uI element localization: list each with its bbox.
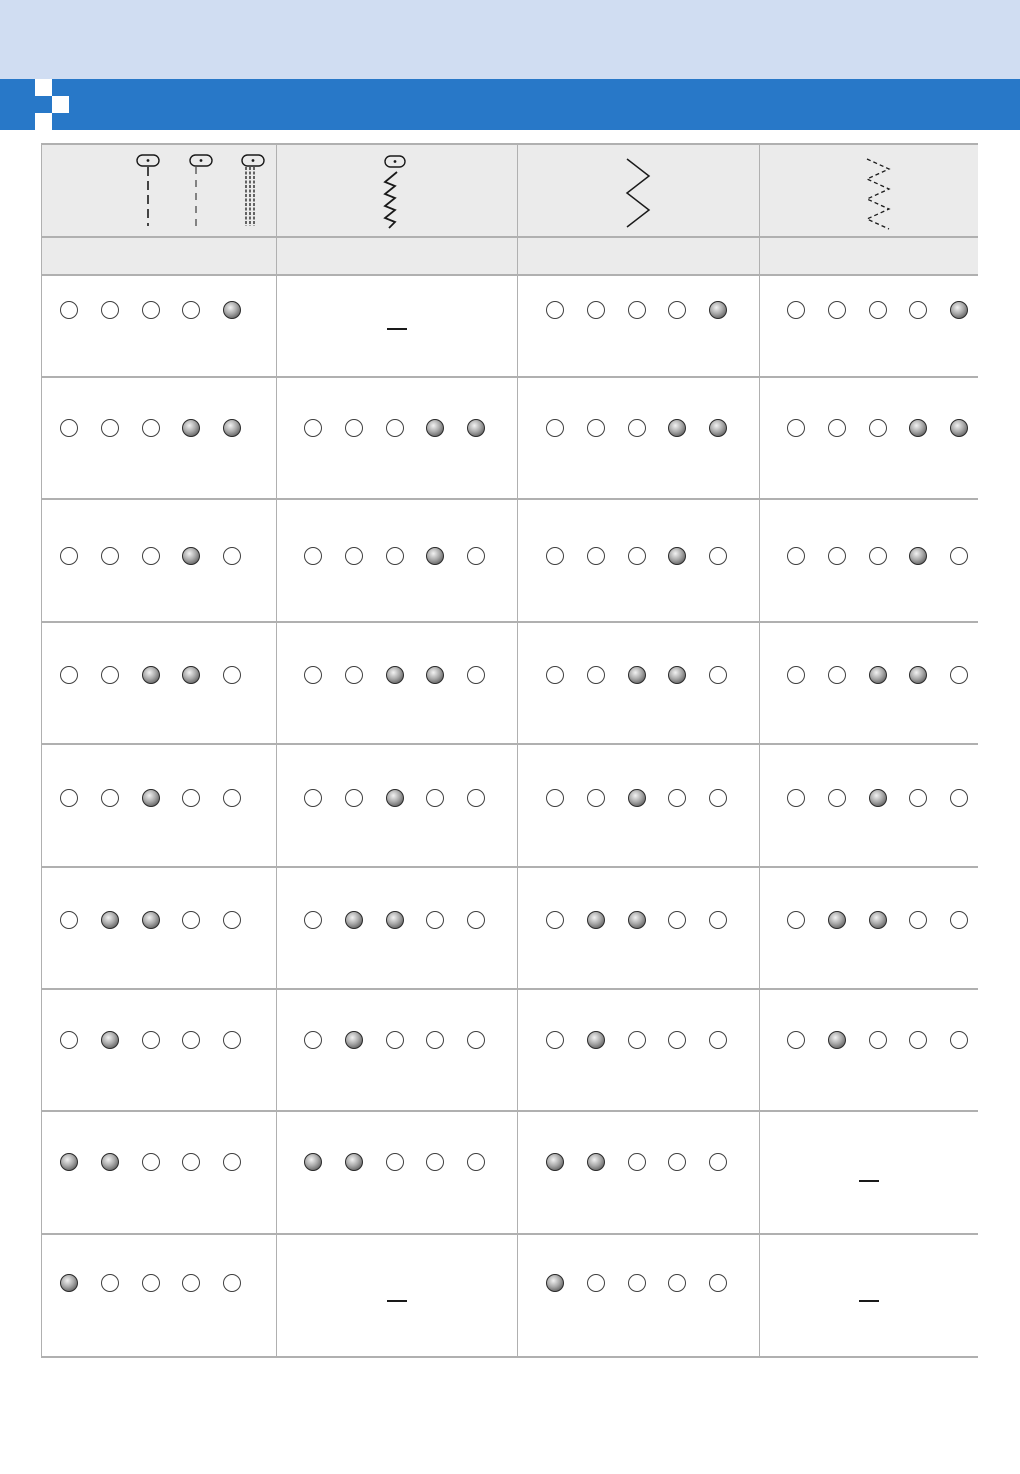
- led-indicator-group: [546, 666, 731, 686]
- led-lit-icon: [60, 1153, 78, 1171]
- led-indicator-group: [304, 911, 489, 931]
- led-off-icon: [467, 666, 485, 684]
- led-indicator-group: [787, 1031, 972, 1051]
- table-column-divider: [759, 144, 760, 1357]
- led-off-icon: [142, 1153, 160, 1171]
- led-indicator-group: [60, 301, 245, 321]
- led-off-icon: [60, 666, 78, 684]
- table-row-divider: [41, 1110, 978, 1112]
- led-off-icon: [223, 789, 241, 807]
- led-lit-icon: [709, 301, 727, 319]
- table-row-divider: [41, 498, 978, 500]
- led-off-icon: [546, 911, 564, 929]
- led-off-icon: [467, 1031, 485, 1049]
- led-off-icon: [182, 301, 200, 319]
- led-lit-icon: [101, 1153, 119, 1171]
- led-off-icon: [709, 1153, 727, 1171]
- led-off-icon: [787, 666, 805, 684]
- led-indicator-group: [60, 1274, 245, 1294]
- led-lit-icon: [587, 1153, 605, 1171]
- led-off-icon: [628, 1153, 646, 1171]
- led-indicator-group: [787, 419, 972, 439]
- led-off-icon: [587, 666, 605, 684]
- led-off-icon: [60, 547, 78, 565]
- led-off-icon: [668, 1274, 686, 1292]
- led-off-icon: [628, 419, 646, 437]
- led-lit-icon: [587, 911, 605, 929]
- led-off-icon: [546, 419, 564, 437]
- led-off-icon: [828, 789, 846, 807]
- led-lit-icon: [668, 419, 686, 437]
- zigzag-stitch-icon: [620, 156, 656, 230]
- dashed-zigzag-stitch-icon: [860, 156, 896, 230]
- led-off-icon: [60, 1031, 78, 1049]
- led-off-icon: [587, 547, 605, 565]
- led-lit-icon: [587, 1031, 605, 1049]
- led-lit-icon: [142, 789, 160, 807]
- led-off-icon: [60, 911, 78, 929]
- led-lit-icon: [223, 419, 241, 437]
- led-off-icon: [787, 419, 805, 437]
- straight-stitch-symbols-icon: [130, 150, 270, 232]
- led-lit-icon: [467, 419, 485, 437]
- led-lit-icon: [182, 419, 200, 437]
- led-lit-icon: [546, 1153, 564, 1171]
- led-indicator-group: [546, 789, 731, 809]
- led-off-icon: [909, 911, 927, 929]
- table-row-divider: [41, 274, 978, 276]
- led-off-icon: [304, 1031, 322, 1049]
- led-lit-icon: [869, 666, 887, 684]
- led-indicator-group: [60, 911, 245, 931]
- led-off-icon: [869, 547, 887, 565]
- led-indicator-group: [546, 1153, 731, 1173]
- led-off-icon: [182, 1031, 200, 1049]
- led-off-icon: [386, 1153, 404, 1171]
- led-indicator-group: [60, 419, 245, 439]
- led-indicator-group: [787, 911, 972, 931]
- led-off-icon: [950, 789, 968, 807]
- led-off-icon: [909, 301, 927, 319]
- led-off-icon: [546, 666, 564, 684]
- led-off-icon: [828, 419, 846, 437]
- led-indicator-group: [546, 547, 731, 567]
- led-indicator-group: [304, 419, 489, 439]
- led-off-icon: [628, 301, 646, 319]
- led-indicator-group: [546, 419, 731, 439]
- led-off-icon: [587, 301, 605, 319]
- led-off-icon: [869, 1031, 887, 1049]
- led-off-icon: [828, 547, 846, 565]
- led-off-icon: [467, 1153, 485, 1171]
- led-off-icon: [828, 301, 846, 319]
- led-indicator-group: [546, 301, 731, 321]
- led-lit-icon: [182, 666, 200, 684]
- led-off-icon: [628, 1031, 646, 1049]
- led-off-icon: [709, 789, 727, 807]
- led-off-icon: [304, 666, 322, 684]
- led-off-icon: [668, 1031, 686, 1049]
- led-lit-icon: [345, 911, 363, 929]
- led-off-icon: [787, 789, 805, 807]
- led-off-icon: [182, 1153, 200, 1171]
- led-off-icon: [223, 1274, 241, 1292]
- led-lit-icon: [386, 666, 404, 684]
- led-lit-icon: [142, 666, 160, 684]
- led-lit-icon: [223, 301, 241, 319]
- table-column-divider: [41, 144, 42, 1357]
- led-off-icon: [587, 789, 605, 807]
- led-lit-icon: [869, 789, 887, 807]
- led-off-icon: [182, 911, 200, 929]
- led-lit-icon: [546, 1274, 564, 1292]
- led-off-icon: [709, 547, 727, 565]
- led-indicator-group: [60, 547, 245, 567]
- led-indicator-group: [60, 1031, 245, 1051]
- not-available-dash: [387, 328, 407, 330]
- led-off-icon: [787, 1031, 805, 1049]
- led-off-icon: [869, 419, 887, 437]
- led-off-icon: [709, 666, 727, 684]
- led-lit-icon: [60, 1274, 78, 1292]
- led-indicator-group: [304, 666, 489, 686]
- led-off-icon: [546, 301, 564, 319]
- led-off-icon: [60, 301, 78, 319]
- led-off-icon: [828, 666, 846, 684]
- led-off-icon: [587, 419, 605, 437]
- led-off-icon: [223, 911, 241, 929]
- led-indicator-group: [787, 666, 972, 686]
- not-available-dash: [859, 1180, 879, 1182]
- led-indicator-group: [304, 547, 489, 567]
- led-off-icon: [101, 1274, 119, 1292]
- led-lit-icon: [628, 911, 646, 929]
- led-lit-icon: [828, 911, 846, 929]
- led-lit-icon: [386, 789, 404, 807]
- led-off-icon: [787, 301, 805, 319]
- led-off-icon: [142, 1274, 160, 1292]
- led-indicator-group: [787, 789, 972, 809]
- led-off-icon: [304, 911, 322, 929]
- led-lit-icon: [668, 666, 686, 684]
- led-off-icon: [668, 911, 686, 929]
- led-off-icon: [182, 1274, 200, 1292]
- led-off-icon: [467, 789, 485, 807]
- led-off-icon: [628, 547, 646, 565]
- led-indicator-group: [304, 1031, 489, 1051]
- led-lit-icon: [426, 547, 444, 565]
- led-lit-icon: [628, 789, 646, 807]
- led-lit-icon: [709, 419, 727, 437]
- led-off-icon: [546, 789, 564, 807]
- led-off-icon: [950, 666, 968, 684]
- led-lit-icon: [142, 911, 160, 929]
- led-off-icon: [345, 666, 363, 684]
- led-off-icon: [304, 547, 322, 565]
- led-off-icon: [304, 419, 322, 437]
- led-off-icon: [668, 1153, 686, 1171]
- table-row-divider: [41, 866, 978, 868]
- led-lit-icon: [828, 1031, 846, 1049]
- led-off-icon: [950, 1031, 968, 1049]
- led-off-icon: [101, 789, 119, 807]
- led-lit-icon: [950, 301, 968, 319]
- led-off-icon: [426, 789, 444, 807]
- led-off-icon: [142, 547, 160, 565]
- led-off-icon: [142, 1031, 160, 1049]
- table-row-divider: [41, 236, 978, 238]
- table-row-divider: [41, 143, 978, 145]
- led-off-icon: [101, 547, 119, 565]
- led-off-icon: [101, 301, 119, 319]
- led-off-icon: [60, 419, 78, 437]
- led-indicator-group: [304, 1153, 489, 1173]
- led-indicator-group: [60, 666, 245, 686]
- led-lit-icon: [101, 911, 119, 929]
- led-off-icon: [668, 789, 686, 807]
- led-off-icon: [587, 1274, 605, 1292]
- led-off-icon: [386, 419, 404, 437]
- led-off-icon: [950, 911, 968, 929]
- led-off-icon: [426, 1031, 444, 1049]
- led-off-icon: [668, 301, 686, 319]
- table-row-divider: [41, 743, 978, 745]
- led-lit-icon: [869, 911, 887, 929]
- led-off-icon: [709, 911, 727, 929]
- led-off-icon: [345, 547, 363, 565]
- led-lit-icon: [345, 1153, 363, 1171]
- led-off-icon: [223, 1153, 241, 1171]
- led-off-icon: [787, 547, 805, 565]
- led-indicator-group: [546, 1274, 731, 1294]
- led-lit-icon: [182, 547, 200, 565]
- led-off-icon: [142, 301, 160, 319]
- led-off-icon: [909, 1031, 927, 1049]
- led-off-icon: [223, 547, 241, 565]
- not-available-dash: [859, 1300, 879, 1302]
- led-indicator-group: [546, 911, 731, 931]
- table-row-divider: [41, 1233, 978, 1235]
- led-off-icon: [182, 789, 200, 807]
- led-lit-icon: [628, 666, 646, 684]
- led-off-icon: [386, 1031, 404, 1049]
- table-column-divider: [276, 144, 277, 1357]
- led-off-icon: [950, 547, 968, 565]
- led-off-icon: [628, 1274, 646, 1292]
- led-lit-icon: [909, 547, 927, 565]
- led-indicator-group: [60, 789, 245, 809]
- led-off-icon: [546, 547, 564, 565]
- table-row-divider: [41, 988, 978, 990]
- table-row-divider: [41, 1356, 978, 1358]
- led-off-icon: [546, 1031, 564, 1049]
- led-off-icon: [223, 1031, 241, 1049]
- led-lit-icon: [345, 1031, 363, 1049]
- led-lit-icon: [909, 666, 927, 684]
- table-column-divider: [517, 144, 518, 1357]
- led-indicator-group: [60, 1153, 245, 1173]
- led-lit-icon: [909, 419, 927, 437]
- led-indicator-group: [304, 789, 489, 809]
- led-off-icon: [101, 419, 119, 437]
- led-off-icon: [467, 911, 485, 929]
- led-off-icon: [345, 789, 363, 807]
- led-off-icon: [386, 547, 404, 565]
- led-off-icon: [909, 789, 927, 807]
- led-off-icon: [709, 1031, 727, 1049]
- led-off-icon: [101, 666, 119, 684]
- led-off-icon: [223, 666, 241, 684]
- not-available-dash: [387, 1300, 407, 1302]
- led-off-icon: [709, 1274, 727, 1292]
- led-lit-icon: [386, 911, 404, 929]
- led-lit-icon: [668, 547, 686, 565]
- led-lit-icon: [426, 666, 444, 684]
- led-off-icon: [60, 789, 78, 807]
- led-off-icon: [142, 419, 160, 437]
- led-off-icon: [426, 1153, 444, 1171]
- led-lit-icon: [101, 1031, 119, 1049]
- table-row-divider: [41, 621, 978, 623]
- led-off-icon: [426, 911, 444, 929]
- led-lit-icon: [304, 1153, 322, 1171]
- led-off-icon: [787, 911, 805, 929]
- led-indicator-group: [787, 547, 972, 567]
- table-row-divider: [41, 376, 978, 378]
- led-indicator-group: [546, 1031, 731, 1051]
- zigzag-stretch-stitch-icon: [375, 152, 415, 232]
- led-off-icon: [304, 789, 322, 807]
- led-lit-icon: [950, 419, 968, 437]
- led-off-icon: [869, 301, 887, 319]
- led-indicator-group: [787, 301, 972, 321]
- led-off-icon: [345, 419, 363, 437]
- led-off-icon: [467, 547, 485, 565]
- led-lit-icon: [426, 419, 444, 437]
